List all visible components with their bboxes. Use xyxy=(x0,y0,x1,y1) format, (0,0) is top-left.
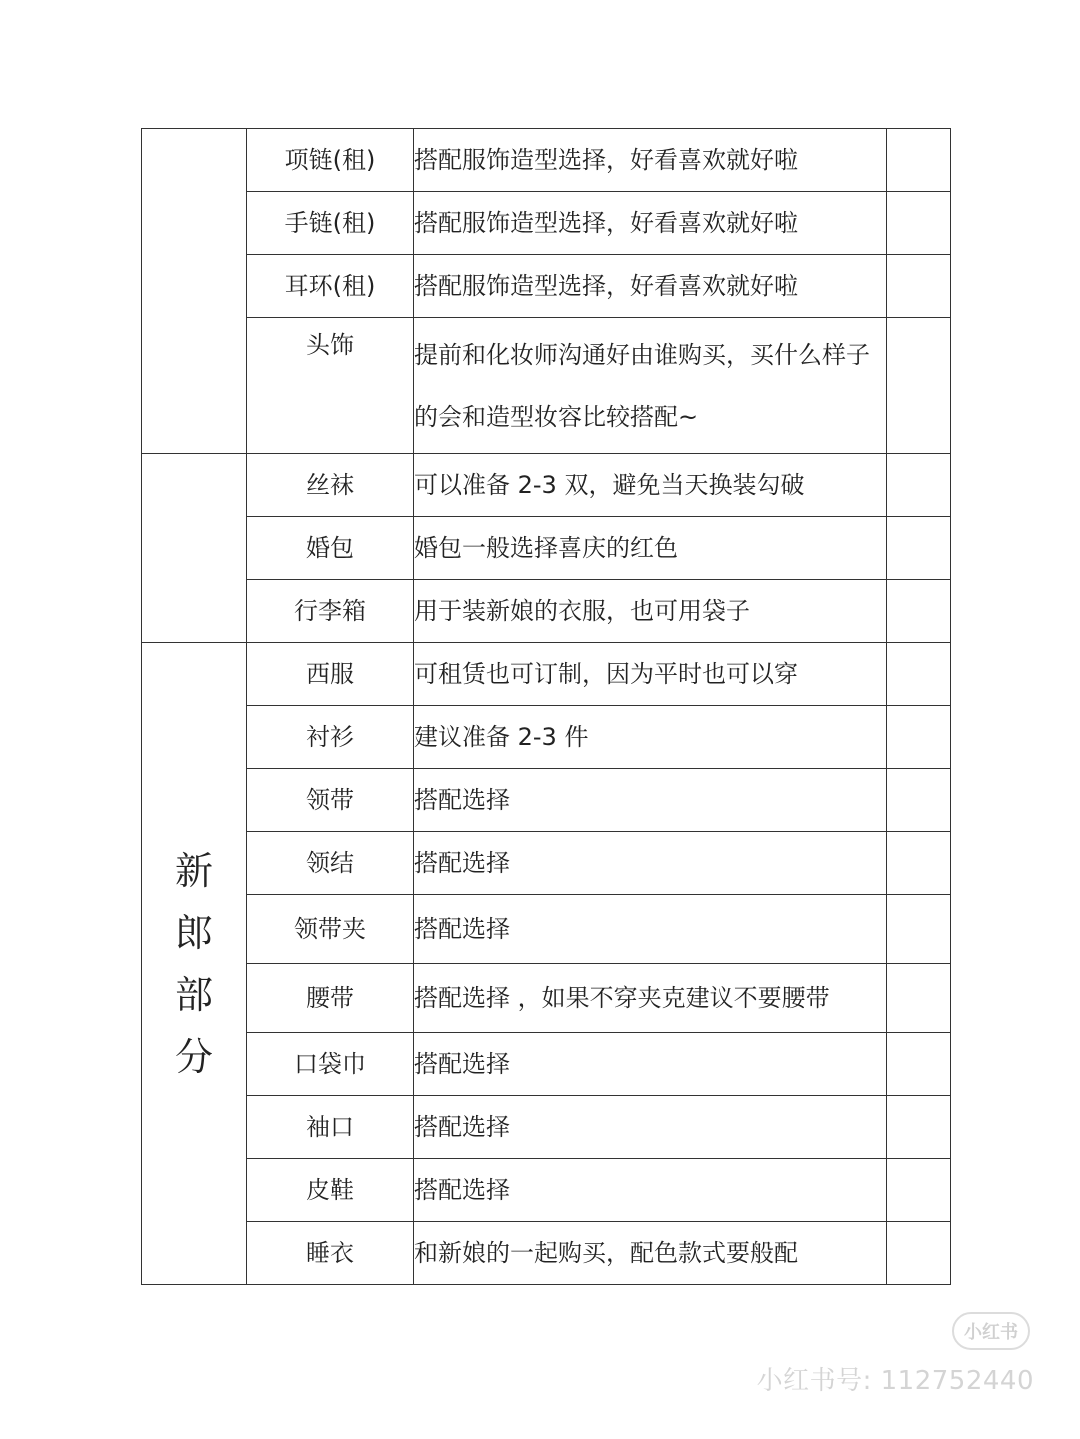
note-text: 搭配选择 xyxy=(414,1176,510,1204)
note-text: 搭配选择 xyxy=(414,915,510,943)
note-text: 婚包一般选择喜庆的红色 xyxy=(414,534,678,562)
note-cell xyxy=(414,1222,887,1285)
table-row xyxy=(142,129,951,192)
note-text: 和新娘的一起购买，配色款式要般配 xyxy=(414,1239,798,1267)
note-cell xyxy=(414,1033,887,1096)
note-text: 搭配服饰造型选择，好看喜欢就好啦 xyxy=(414,272,798,300)
item-cell: 耳环(租) xyxy=(247,255,414,318)
groom-section-label: 新郎部分 xyxy=(174,848,213,1079)
table-row xyxy=(142,580,951,643)
note-text: 用于装新娘的衣服，也可用袋子 xyxy=(414,597,750,625)
check-cell[interactable] xyxy=(887,706,951,769)
check-cell[interactable] xyxy=(887,643,951,706)
watermark-id: 小红书号: 112752440 xyxy=(756,1366,1034,1396)
check-cell[interactable] xyxy=(887,580,951,643)
section-cell-accessories xyxy=(142,129,247,454)
item-cell: 西服 xyxy=(247,643,414,706)
note-cell xyxy=(414,192,887,255)
check-cell[interactable] xyxy=(887,192,951,255)
note-text: 建议准备 2-3 件 xyxy=(414,723,589,751)
note-cell xyxy=(414,1096,887,1159)
item-cell: 口袋巾 xyxy=(247,1033,414,1096)
note-cell xyxy=(414,580,887,643)
item-cell: 头饰 xyxy=(247,318,414,454)
item-cell: 丝袜 xyxy=(247,454,414,517)
table-row xyxy=(142,895,951,964)
note-text: 搭配选择 xyxy=(414,786,510,814)
note-cell xyxy=(414,129,887,192)
check-cell[interactable] xyxy=(887,1033,951,1096)
check-cell[interactable] xyxy=(887,318,951,454)
item-cell: 腰带 xyxy=(247,964,414,1033)
table-row xyxy=(142,706,951,769)
item-cell: 袖口 xyxy=(247,1096,414,1159)
item-cell: 行李箱 xyxy=(247,580,414,643)
note-text: 搭配选择 ，如果不穿夹克建议不要腰带 xyxy=(414,984,830,1012)
table-row xyxy=(142,643,951,706)
table-row xyxy=(142,769,951,832)
item-cell: 婚包 xyxy=(247,517,414,580)
note-text: 搭配服饰造型选择，好看喜欢就好啦 xyxy=(414,209,798,237)
check-cell[interactable] xyxy=(887,454,951,517)
watermark xyxy=(757,1312,1034,1397)
note-cell xyxy=(414,454,887,517)
item-cell: 领带 xyxy=(247,769,414,832)
check-cell[interactable] xyxy=(887,129,951,192)
note-text: 提前和化妆师沟通好由谁购买，买什么样子的会和造型妆容比较搭配~ xyxy=(414,340,870,431)
check-cell[interactable] xyxy=(887,832,951,895)
note-text: 搭配服饰造型选择，好看喜欢就好啦 xyxy=(414,146,798,174)
note-text: 搭配选择 xyxy=(414,1113,510,1141)
table-row xyxy=(142,1159,951,1222)
item-cell: 项链(租) xyxy=(247,129,414,192)
item-cell: 领结 xyxy=(247,832,414,895)
table-row xyxy=(142,454,951,517)
table-row xyxy=(142,832,951,895)
note-cell xyxy=(414,1159,887,1222)
section-cell-groom xyxy=(142,643,247,1285)
table-row xyxy=(142,517,951,580)
note-text: 搭配选择 xyxy=(414,849,510,877)
note-text: 可以准备 2-3 双，避免当天换装勾破 xyxy=(414,471,805,499)
check-cell[interactable] xyxy=(887,517,951,580)
note-cell xyxy=(414,318,887,454)
item-cell: 皮鞋 xyxy=(247,1159,414,1222)
wedding-checklist-table xyxy=(141,128,951,1285)
check-cell[interactable] xyxy=(887,964,951,1033)
note-cell xyxy=(414,517,887,580)
note-cell xyxy=(414,706,887,769)
section-cell-misc xyxy=(142,454,247,643)
note-cell xyxy=(414,964,887,1033)
watermark-logo: 小红书 xyxy=(952,1312,1030,1350)
item-cell: 衬衫 xyxy=(247,706,414,769)
note-text: 搭配选择 xyxy=(414,1050,510,1078)
note-cell xyxy=(414,643,887,706)
check-cell[interactable] xyxy=(887,1159,951,1222)
check-cell[interactable] xyxy=(887,1222,951,1285)
note-text: 可租赁也可订制，因为平时也可以穿 xyxy=(414,660,798,688)
item-cell: 睡衣 xyxy=(247,1222,414,1285)
item-cell: 手链(租) xyxy=(247,192,414,255)
note-cell xyxy=(414,769,887,832)
table-row xyxy=(142,192,951,255)
note-cell xyxy=(414,255,887,318)
check-cell[interactable] xyxy=(887,255,951,318)
item-cell: 领带夹 xyxy=(247,895,414,964)
table-row xyxy=(142,964,951,1033)
table-row xyxy=(142,318,951,454)
table-row xyxy=(142,255,951,318)
table-row xyxy=(142,1033,951,1096)
table-row xyxy=(142,1096,951,1159)
check-cell[interactable] xyxy=(887,895,951,964)
check-cell[interactable] xyxy=(887,769,951,832)
note-cell xyxy=(414,895,887,964)
note-cell xyxy=(414,832,887,895)
table-row xyxy=(142,1222,951,1285)
check-cell[interactable] xyxy=(887,1096,951,1159)
